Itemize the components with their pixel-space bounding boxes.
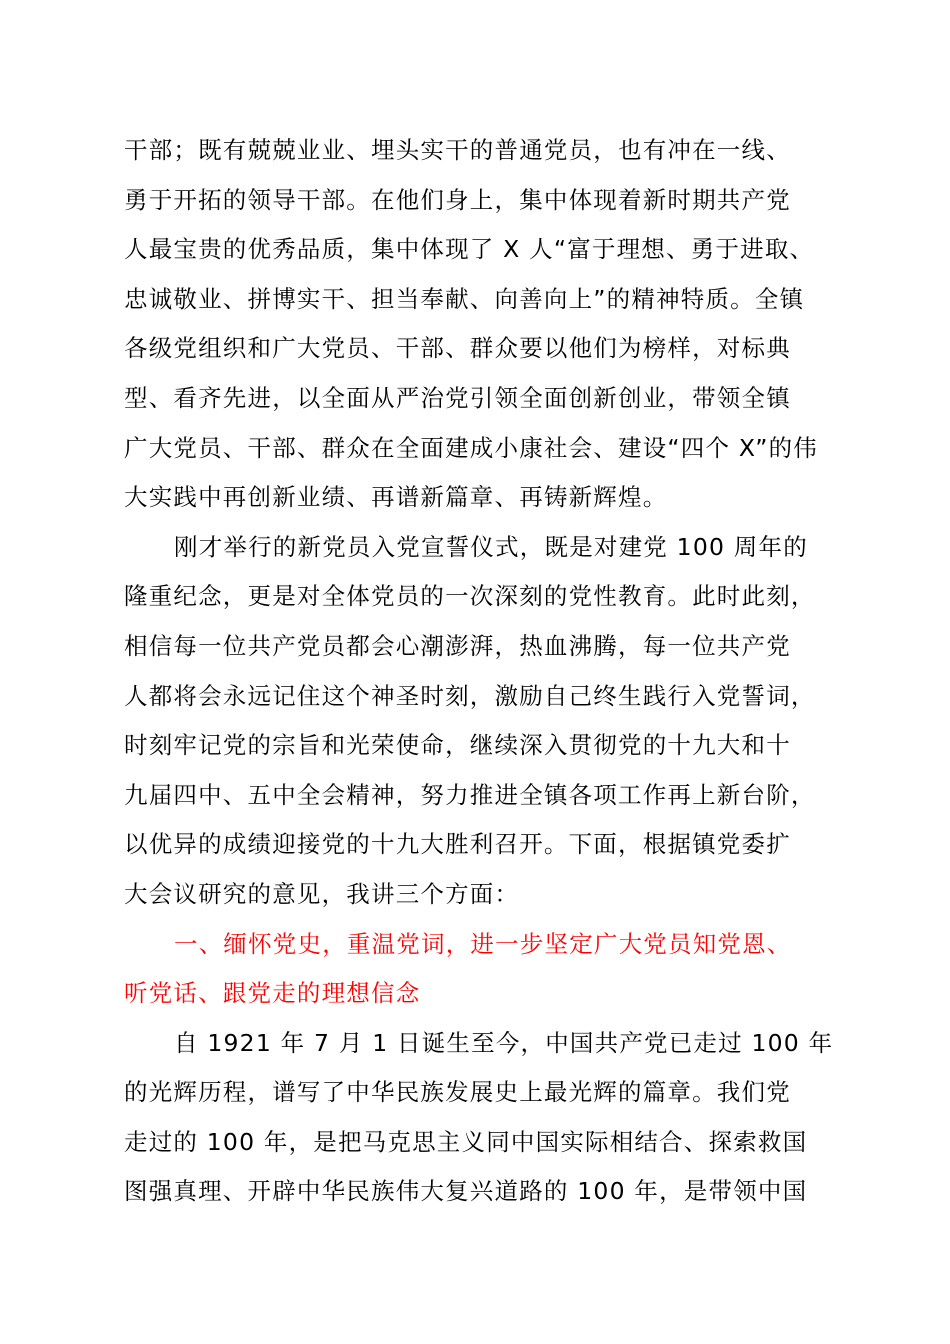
paragraph-line: 走过的 100 年，是把马克思主义同中国实际相结合、探索救国 [124,1127,808,1156]
paragraph-line: 人最宝贵的优秀品质，集中体现了 X 人“富于理想、勇于进取、 [124,235,815,264]
paragraph-line: 图强真理、开辟中华民族伟大复兴道路的 100 年，是带领中国 [124,1177,808,1206]
paragraph-line: 人都将会永远记住这个神圣时刻，激励自己终生践行入党誓词， [124,681,816,710]
paragraph-line: 以优异的成绩迎接党的十九大胜利召开。下面，根据镇党委扩 [124,830,791,859]
paragraph-line: 的光辉历程，谱写了中华民族发展史上最光辉的篇章。我们党 [124,1078,791,1107]
paragraph-line: 干部；既有兢兢业业、埋头实干的普通党员，也有冲在一线、 [124,136,791,164]
paragraph-line: 大实践中再创新业绩、再谱新篇章、再铸新辉煌。 [124,483,668,512]
paragraph-line: 自 1921 年 7 月 1 日诞生至今，中国共产党已走过 100 年 [174,1028,834,1057]
paragraph-line: 刚才举行的新党员入党宣誓仪式，既是对建党 100 周年的 [174,532,808,561]
section-heading-line: 听党话、跟党走的理想信念 [124,979,421,1008]
paragraph-line: 时刻牢记党的宗旨和光荣使命，继续深入贯彻党的十九大和十 [124,731,791,760]
paragraph-line: 忠诚敬业、拼博实干、担当奉献、向善向上”的精神特质。全镇 [124,284,805,313]
paragraph-line: 大会议研究的意见，我讲三个方面： [124,879,520,908]
paragraph-line: 相信每一位共产党员都会心潮澎湃，热血沸腾，每一位共产党 [124,631,791,660]
paragraph-line: 型、看齐先进，以全面从严治党引领全面创新创业，带领全镇 [124,383,791,412]
paragraph-line: 隆重纪念，更是对全体党员的一次深刻的党性教育。此时此刻， [124,582,816,611]
section-heading-line: 一、缅怀党史，重温党词，进一步坚定广大党员知党恩、 [174,929,792,958]
paragraph-line: 各级党组织和广大党员、干部、群众要以他们为榜样，对标典 [124,334,791,363]
paragraph-line: 广大党员、干部、群众在全面建成小康社会、建设“四个 X”的伟 [124,433,818,462]
paragraph-line: 九届四中、五中全会精神，努力推进全镇各项工作再上新台阶， [124,780,816,809]
document-body [124,126,844,1217]
paragraph-line: 勇于开拓的领导干部。在他们身上，集中体现着新时期共产党 [124,185,791,214]
